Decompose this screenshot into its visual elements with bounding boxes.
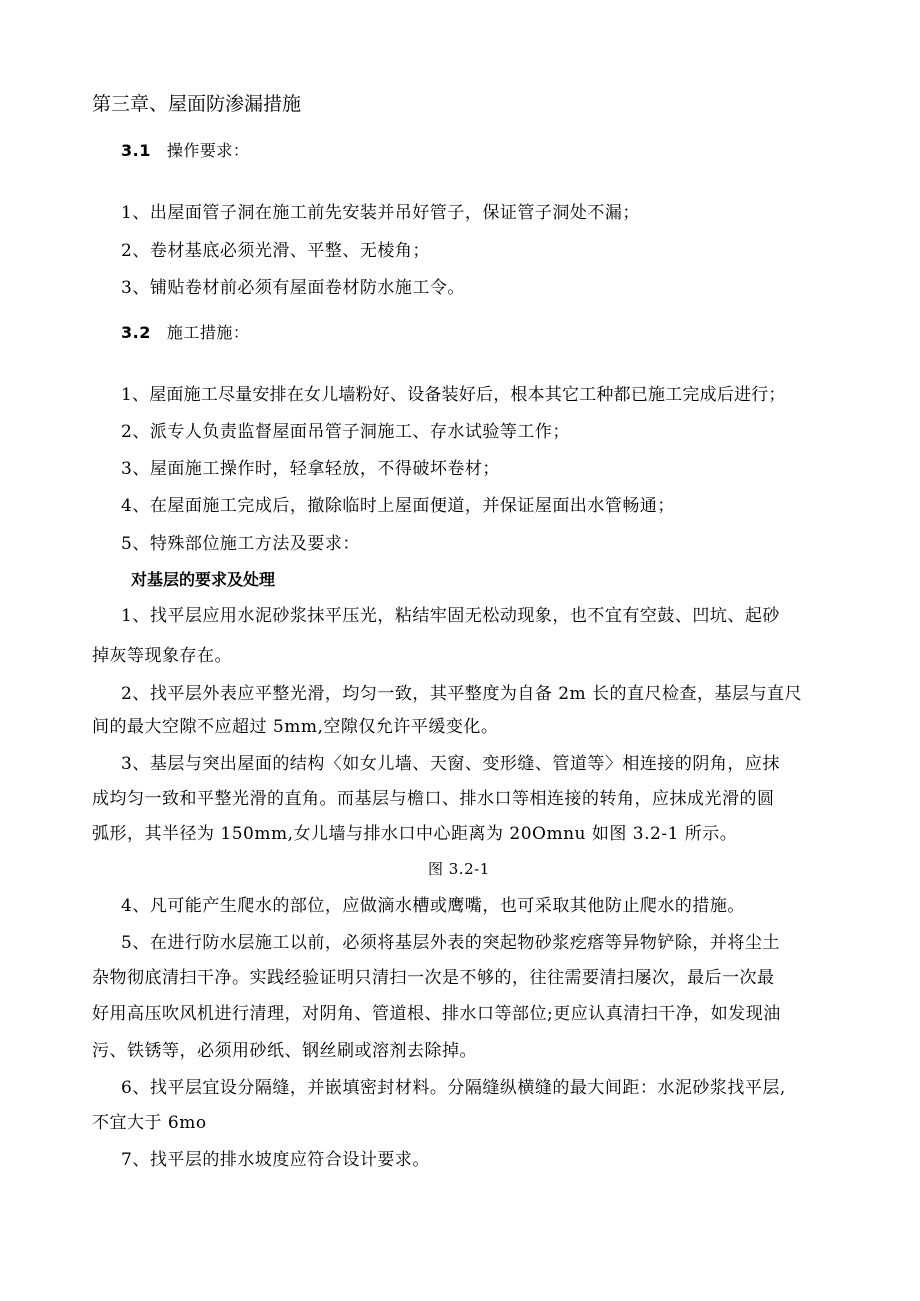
paragraph-line: 2、找平层外表应平整光滑，均匀一致，其平整度为自备 2m 长的直尺检查，基层与直尺	[121, 684, 803, 704]
section-3-1-heading	[121, 140, 249, 162]
paragraph-line: 1、找平层应用水泥砂浆抹平压光，粘结牢固无松动现象，也不宜有空鼓、凹坑、起砂	[121, 606, 780, 626]
ops-requirement-item: 2、卷材基底必须光滑、平整、无棱角；	[121, 241, 430, 261]
chapter-title: 第三章、屋面防渗漏措施	[92, 93, 302, 115]
paragraph-line: 杂物彻底清扫干净。实践经验证明只清扫一次是不够的，往往需要清扫屡次，最后一次最	[92, 968, 775, 988]
paragraph-line: 不宜大于 6mo	[92, 1113, 207, 1133]
section-3-1-title: 操作要求：	[166, 141, 250, 160]
construction-measure-item: 3、屋面施工操作时，轻拿轻放，不得破坏卷材；	[121, 459, 500, 479]
section-3-1-number: 3.1	[121, 141, 151, 160]
paragraph-line: 好用高压吹风机进行清理，对阴角、管道根、排水口等部位;更应认真清扫干净，如发现油	[92, 1004, 781, 1024]
paragraph-line: 污、铁锈等，必须用砂纸、钢丝刷或溶剂去除掉。	[92, 1041, 477, 1061]
section-3-2-heading	[121, 322, 249, 344]
paragraph-line: 4、凡可能产生爬水的部位，应做滴水槽或鹰嘴，也可采取其他防止爬水的措施。	[121, 896, 745, 916]
ops-requirement-item: 1、出屋面管子洞在施工前先安装并吊好管子，保证管子洞处不漏；	[121, 203, 640, 223]
construction-measure-item: 1、屋面施工尽量安排在女儿墙粉好、设备装好后，根本其它工种都已施工完成后进行；	[121, 385, 786, 405]
paragraph-line: 5、在进行防水层施工以前，必须将基层外表的突起物砂浆疙瘩等异物铲除，并将尘土	[121, 933, 780, 953]
base-layer-subheading: 对基层的要求及处理	[131, 570, 276, 589]
paragraph-line: 弧形，其半径为 150mm,女儿墙与排水口中心距离为 20Omnu 如图 3.2-1 所示。	[92, 824, 738, 844]
section-3-2-title: 施工措施：	[166, 323, 250, 342]
figure-caption: 图 3.2-1	[428, 860, 490, 878]
ops-requirement-item: 3、铺贴卷材前必须有屋面卷材防水施工令。	[121, 278, 465, 298]
construction-measure-item: 2、派专人负责监督屋面吊管子洞施工、存水试验等工作；	[121, 422, 570, 442]
paragraph-line: 6、找平层宜设分隔缝，并嵌填密封材料。分隔缝纵横缝的最大间距：水泥砂浆找平层,	[121, 1078, 786, 1098]
construction-measure-item: 5、特殊部位施工方法及要求：	[121, 534, 360, 554]
construction-measure-item: 4、在屋面施工完成后，撤除临时上屋面便道，并保证屋面出水管畅通；	[121, 496, 675, 516]
paragraph-line: 间的最大空隙不应超过 5mm,空隙仅允许平缓变化。	[92, 717, 499, 737]
paragraph-line: 3、基层与突出屋面的结构〈如女儿墙、天窗、变形缝、管道等〉相连接的阴角，应抹	[121, 754, 780, 774]
paragraph-line: 成均匀一致和平整光滑的直角。而基层与檐口、排水口等相连接的转角，应抹成光滑的圆	[92, 789, 775, 809]
paragraph-line: 掉灰等现象存在。	[92, 646, 232, 666]
paragraph-line: 7、找平层的排水坡度应符合设计要求。	[121, 1150, 430, 1170]
section-3-2-number: 3.2	[121, 323, 151, 342]
